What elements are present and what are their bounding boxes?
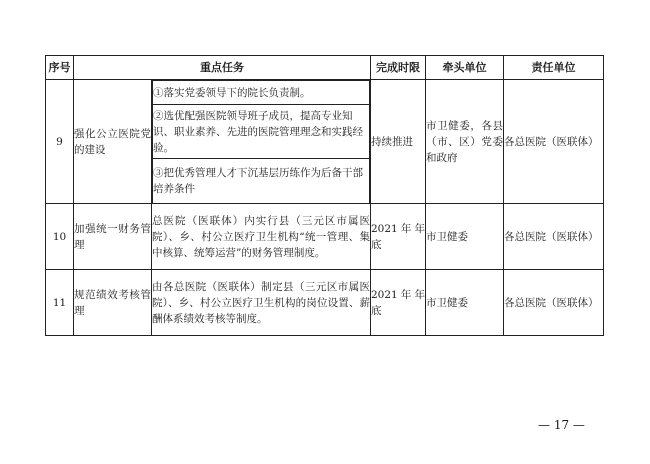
responsible-unit: 各总医院（医联体） bbox=[504, 270, 604, 336]
deadline: 2021年年底 bbox=[371, 204, 426, 270]
header-task: 重点任务 bbox=[74, 56, 371, 80]
lead-unit: 市卫健委 bbox=[426, 270, 504, 336]
page-number: — 17 — bbox=[538, 418, 585, 432]
header-lead: 牵头单位 bbox=[426, 56, 504, 80]
deadline: 持续推进 bbox=[371, 80, 426, 204]
task-title: 加强统一财务管理 bbox=[74, 204, 152, 270]
subtask-item: ③把优秀管理人才下沉基层历练作为后备干部培养条件 bbox=[153, 159, 370, 203]
subtask-item: ②选优配强医院领导班子成员，提高专业知识、职业素养、先进的医院管理理念和实践经验。 bbox=[153, 105, 370, 159]
task-table bbox=[45, 55, 604, 336]
header-row bbox=[46, 56, 604, 80]
row-number: 10 bbox=[46, 204, 74, 270]
task-content: 总医院（医联体）内实行县（三元区市属医院）、乡、村公立医疗卫生机构“统一管理、集中核算、统筹运营”的财务管理制度。 bbox=[152, 204, 371, 270]
subtask-list bbox=[152, 80, 370, 203]
header-no: 序号 bbox=[46, 56, 74, 80]
lead-unit: 市卫健委，各县（市、区）党委和政府 bbox=[426, 80, 504, 204]
responsible-unit: 各总医院（医联体） bbox=[504, 204, 604, 270]
header-deadline: 完成时限 bbox=[371, 56, 426, 80]
table-row bbox=[46, 80, 604, 204]
deadline: 2021年年底 bbox=[371, 270, 426, 336]
task-title: 规范绩效考核管理 bbox=[74, 270, 152, 336]
header-responsible: 责任单位 bbox=[504, 56, 604, 80]
task-content bbox=[152, 80, 371, 204]
responsible-unit: 各总医院（医联体） bbox=[504, 80, 604, 204]
row-number: 11 bbox=[46, 270, 74, 336]
task-content: 由各总医院（医联体）制定县（三元区市属医院）、乡、村公立医疗卫生机构的岗位设置、薪酬体系绩效考核等制度。 bbox=[152, 270, 371, 336]
subtask-item: ①落实党委领导下的院长负责制。 bbox=[153, 81, 370, 105]
lead-unit: 市卫健委 bbox=[426, 204, 504, 270]
task-title: 强化公立医院党的建设 bbox=[74, 80, 152, 204]
row-number: 9 bbox=[46, 80, 74, 204]
table-row bbox=[46, 204, 604, 270]
table-row bbox=[46, 270, 604, 336]
